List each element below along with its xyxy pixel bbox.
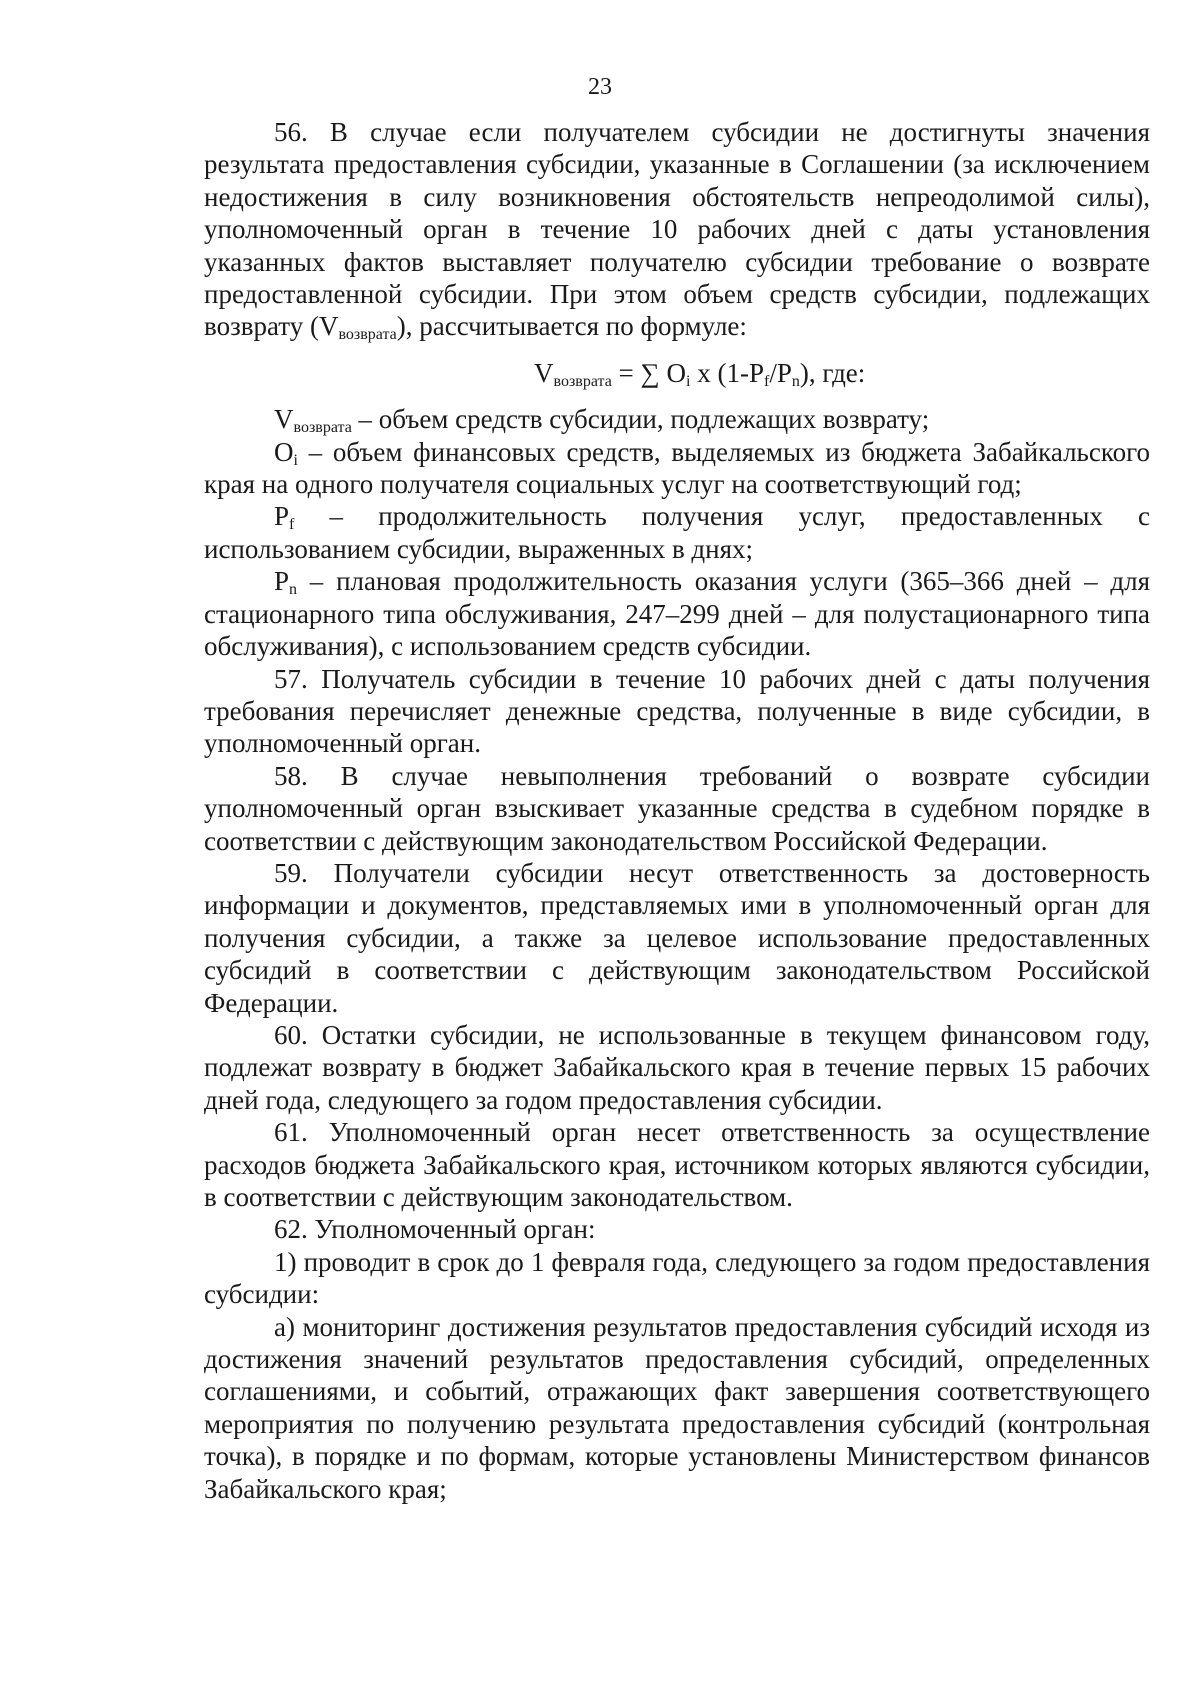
definition-p-n: $P_n$ – плановая продолжительность оказания услуги (365–366 дней – для стационарного типа обслуживания, 247–299 дней – для полустационарного типа обслуживания), с использованием средств субсидии.: [204, 566, 1150, 662]
paragraph-56: [204, 116, 1150, 343]
list-item-a: а) мониторинг достижения результатов предоставления субсидий исходя из достижения значений результатов предоставления субсидий, определенных соглашениями, и событий, отражающих факт завершения соответствующего мероприятия по получению результата предоставления субсидий (контрольная точка), в порядке и по формам, которые установлены Министерством финансов Забайкальского края;: [204, 1311, 1150, 1504]
page-number: 23: [588, 74, 612, 100]
definition-o-i: $O_i$ – объем финансовых средств, выделяемых из бюджета Забайкальского края на одного получателя социальных услуг на соответствующий год;: [204, 436, 1150, 500]
paragraph-62: 62. Уполномоченный орган:: [274, 1214, 596, 1245]
paragraph-59: 59. Получатели субсидии несут ответственность за достоверность информации и документов, представляемых ими в уполномоченный орган для получения субсидии, а также за целевое использование предоставленных субсидий в соответствии с действующим законодательством Российской Федерации.: [204, 857, 1150, 1018]
definition-p-f: $P_f$ – продолжительность получения услуг, предоставленных с использованием субсидии, выраженных в днях;: [204, 501, 1150, 564]
paragraph-60: 60. Остатки субсидии, не использованные в текущем финансовом году, подлежат возврату в бюджет Забайкальского края в течение первых 15 рабочих дней года, следующего за годом предоставления субсидии.: [204, 1019, 1150, 1115]
paragraph-56-text-end: ), рассчитывается по формуле:: [396, 311, 747, 342]
definition-v-vozvrata: $V_{возврата}$ – объем средств субсидии, подлежащих возврату;: [274, 404, 930, 437]
formula: $V_{возврата}$ = ∑ $O_i$ x $(1-P_f/P_n)$, где:: [534, 357, 866, 390]
paragraph-57: 57. Получатель субсидии в течение 10 рабочих дней с даты получения требования перечисляет денежные средства, полученные в виде субсидии, в уполномоченный орган.: [204, 663, 1150, 759]
paragraph-58: 58. В случае невыполнения требований о возврате субсидии уполномоченный орган взыскивает указанные средства в судебном порядке в соответствии с действующим законодательством Российской Федерации.: [204, 760, 1150, 856]
paragraph-61: 61. Уполномоченный орган несет ответственность за осуществление расходов бюджета Забайкальского края, источником которых являются субсидии, в соответствии с действующим законодательством.: [204, 1117, 1150, 1212]
document-body: [204, 116, 1150, 1505]
subscript-vozvrata: возврата: [338, 326, 397, 344]
paragraph-56-text: 56. В случае если получателем субсидии не достигнуты значения результата предоставления субсидии, указанные в Соглашении (за исключением недостижения в силу возникновения обстоятельств непреодолимой силы), уполномоченный орган в течение 10 рабочих дней с даты установления указанных фактов выставляет получателю субсидии требование о возврате предоставленной субсидии. При этом объем средств субсидии, подлежащих возврату (V: [204, 117, 1150, 342]
list-item-1: 1) проводит в срок до 1 февраля года, следующего за годом предоставления субсидии:: [204, 1246, 1150, 1310]
